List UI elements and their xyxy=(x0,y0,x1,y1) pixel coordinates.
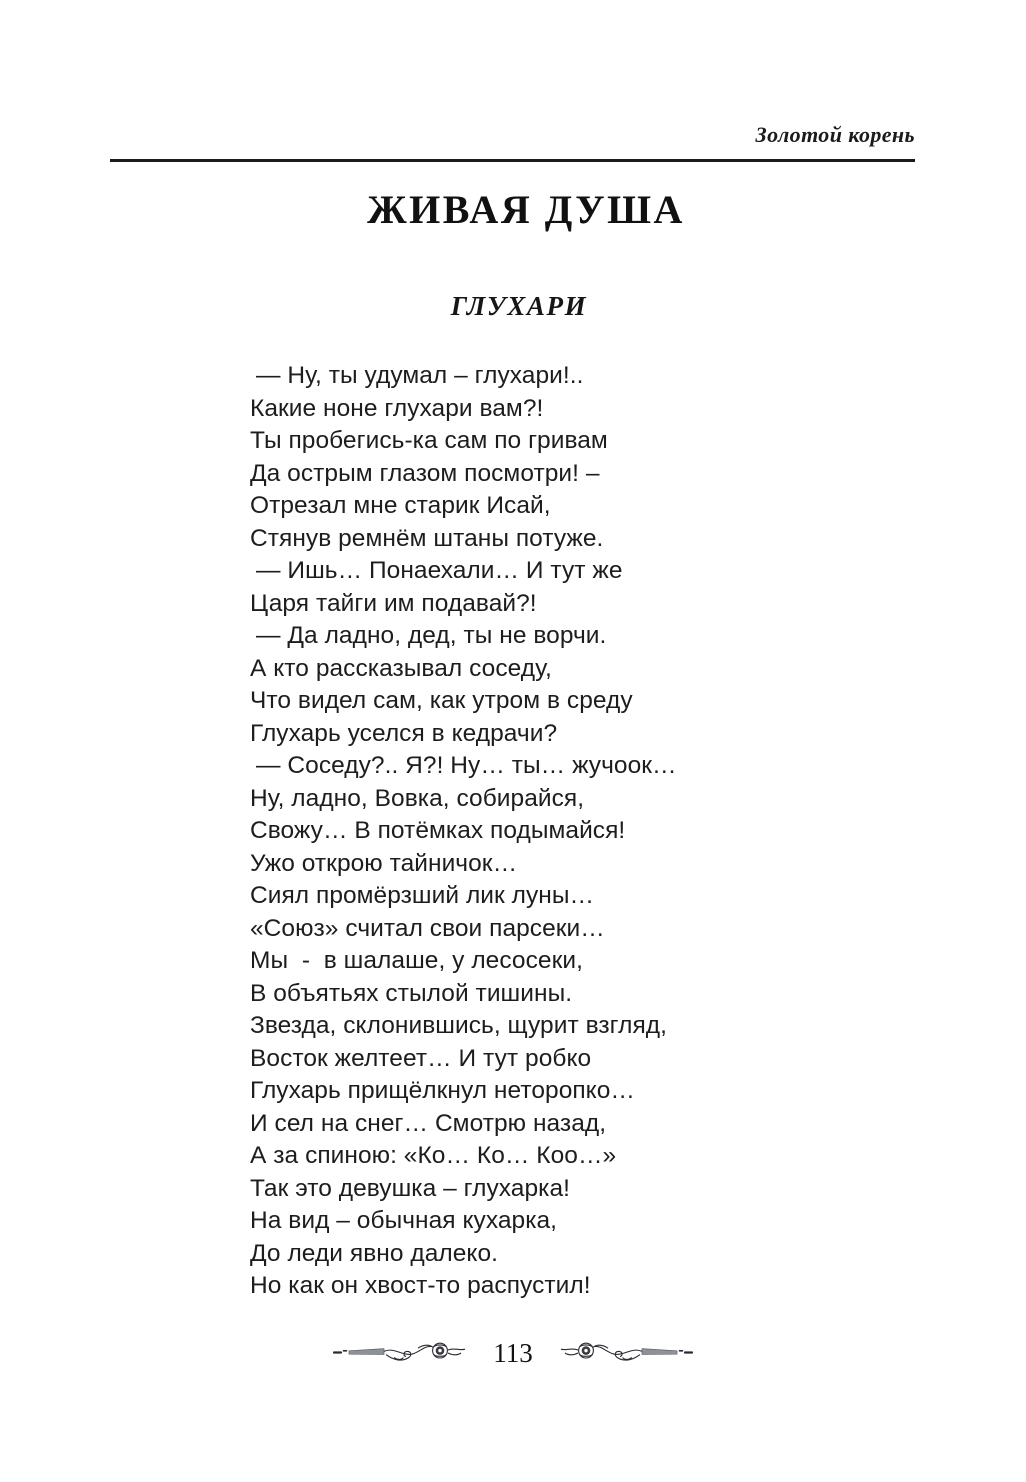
poem-line: Царя тайги им подавай?! xyxy=(250,589,537,617)
poem-line: Ну, ладно, Вовка, собирайся, xyxy=(250,784,585,812)
poem-line: Что видел сам, как утром в среду xyxy=(250,687,633,714)
poem-line: Стянув ремнём штаны потуже. xyxy=(250,524,604,552)
poem-line: Сиял промёрзший лик луны… xyxy=(250,882,595,909)
running-head xyxy=(110,122,915,154)
right-ornament xyxy=(534,1335,694,1369)
poem-line: И сел на снег… Смотрю назад, xyxy=(250,1109,607,1137)
poem-line: В объятьях стылой тишины. xyxy=(250,979,573,1007)
poem-line: На вид – обычная кухарка, xyxy=(250,1207,558,1234)
poem-line: Мы - в шалаше, у лесосеки, xyxy=(250,947,583,974)
poem-line: Ужо открою тайничок… xyxy=(250,849,518,877)
poem-line: — Соседу?.. Я?! Ну… ты… жучоок… xyxy=(256,752,677,779)
poem-body xyxy=(250,360,770,1303)
left-ornament xyxy=(332,1335,492,1369)
poem-line: Да острым глазом посмотри! – xyxy=(250,459,600,487)
poem-line: Восток желтеет… И тут робко xyxy=(250,1044,592,1072)
poem-line: Глухарь уселся в кедрачи? xyxy=(250,719,558,747)
header-rule xyxy=(110,159,915,162)
poem-line: А за спиною: «Ко… Ко… Коо…» xyxy=(250,1142,617,1169)
page-footer xyxy=(0,1328,1026,1376)
poem-line: Но как он хвост-то распустил! xyxy=(250,1272,591,1299)
running-head-text: Золотой корень xyxy=(755,122,915,147)
poem-line: — Ну, ты удумал – глухари!.. xyxy=(256,362,584,389)
poem-line: «Союз» считал свои парсеки… xyxy=(250,914,605,942)
poem-line: А кто рассказывал соседу, xyxy=(250,654,552,682)
poem-line: Ты пробегись-ка сам по гривам xyxy=(250,427,608,454)
poem-line: До леди явно далеко. xyxy=(250,1239,498,1267)
poem-line: Так это девушка – глухарка! xyxy=(250,1174,570,1202)
poem-line: Какие ноне глухари вам?! xyxy=(250,394,544,422)
poem-line: — Да ладно, дед, ты не ворчи. xyxy=(256,622,607,649)
poem-title: ГЛУХАРИ xyxy=(450,291,588,321)
poem-line: — Ишь… Понаехали… И тут же xyxy=(256,557,623,584)
poem-line: Отрезал мне старик Исай, xyxy=(250,492,551,519)
poem-line: Звезда, склонившись, щурит взгляд, xyxy=(250,1012,667,1039)
poem-line: Глухарь прищёлкнул неторопко… xyxy=(250,1077,635,1104)
poem-line: Свожу… В потёмках подымайся! xyxy=(250,817,626,844)
section-title: ЖИВАЯ ДУША xyxy=(367,187,685,232)
page-number: 113 xyxy=(493,1337,533,1368)
